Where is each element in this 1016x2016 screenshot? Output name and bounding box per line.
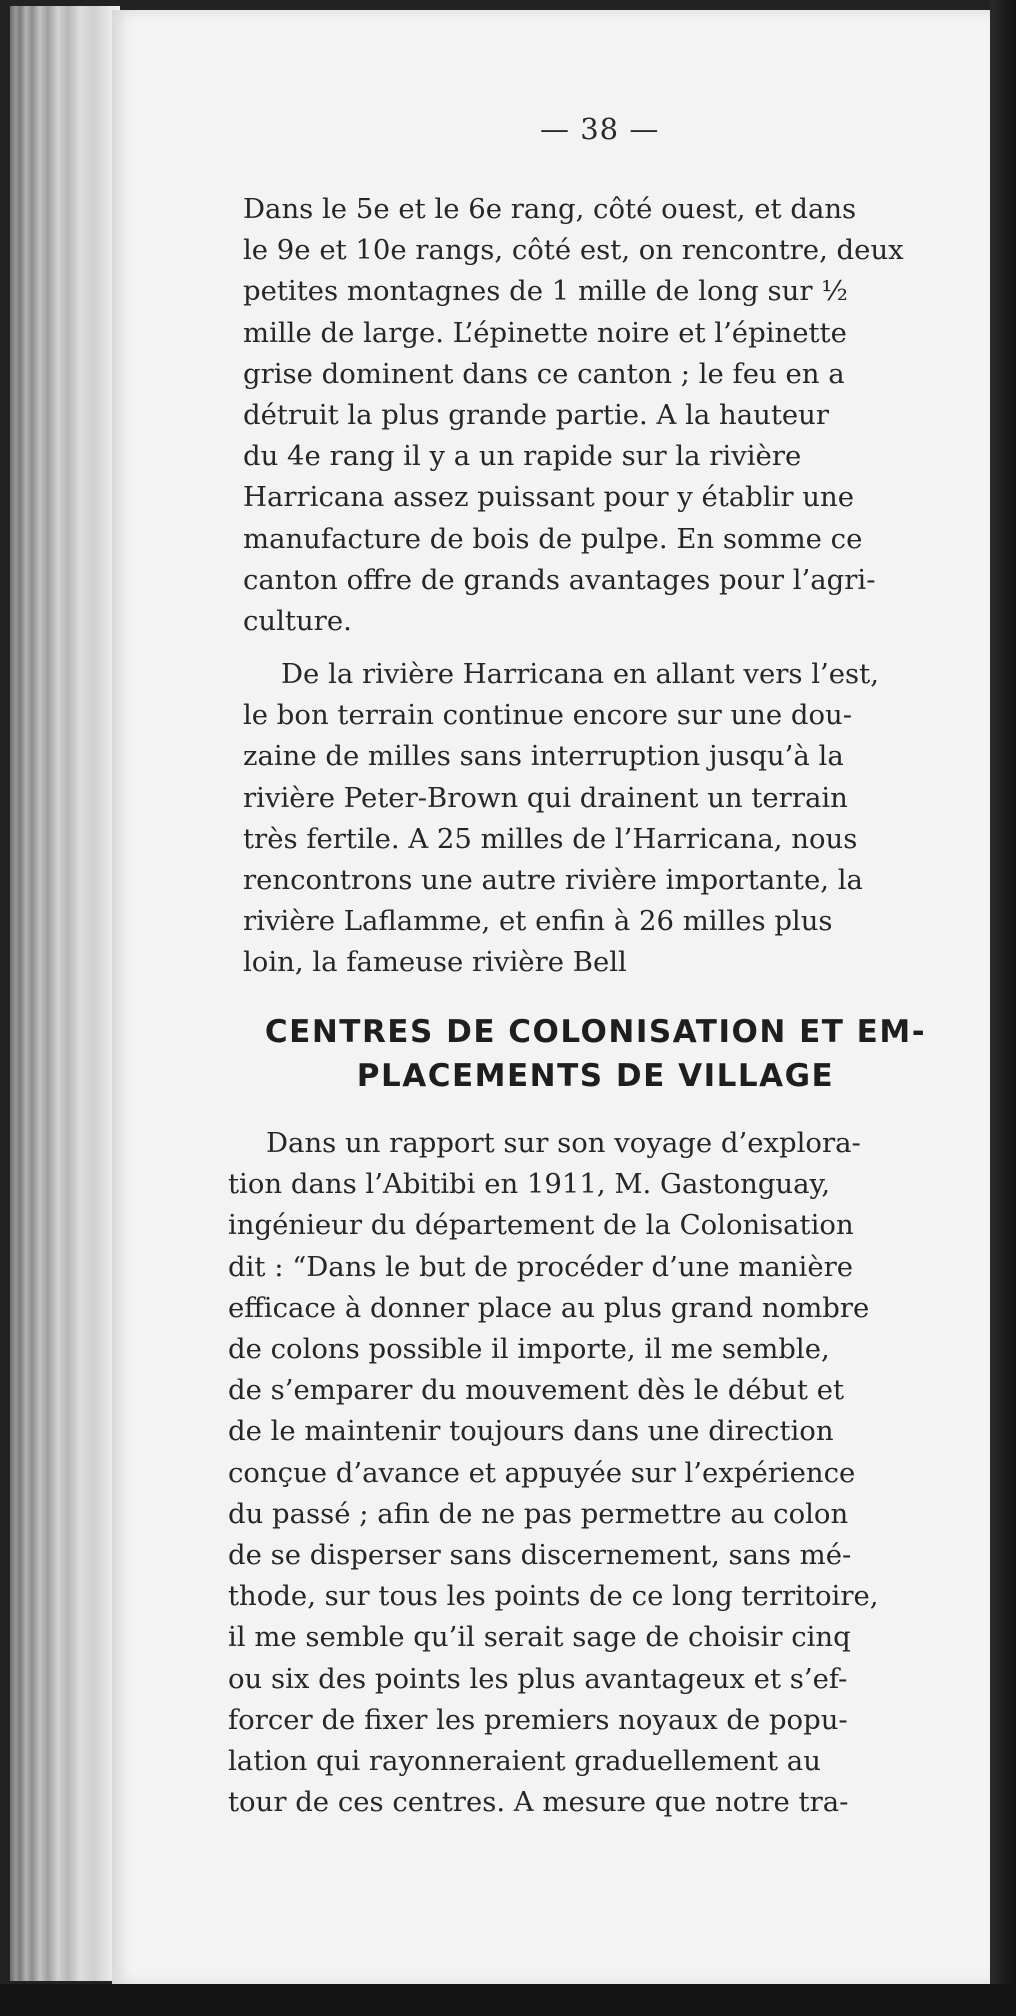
book-right-edge [990, 0, 1016, 2016]
text-line: de s’emparer du mouvement dès le début et [228, 1374, 845, 1407]
text-line: ingénieur du département de la Colonisation [228, 1209, 854, 1242]
text-line: de le maintenir toujours dans une direction [228, 1415, 834, 1448]
text-line: Dans le 5e et le 6e rang, côté ouest, et dans [243, 193, 857, 225]
text-line: grise dominent dans ce canton ; le feu en a [243, 357, 845, 390]
text-line: manufacture de bois de pulpe. En somme ce [243, 522, 863, 555]
text-line: tour de ces centres. A mesure que notre tra- [228, 1786, 849, 1819]
book-page-edges [10, 6, 120, 1981]
section-heading [228, 1010, 963, 1098]
text-line: rivière Laflamme, et enfin à 26 milles plus [243, 905, 833, 938]
text-line: thode, sur tous les points de ce long territoire, [228, 1580, 879, 1613]
section-heading-line-1: CENTRES DE COLONISATION ET EM- [264, 1014, 927, 1050]
text-line: très fertile. A 25 milles de l’Harricana, nous [243, 822, 858, 855]
text-line: canton offre de grands avantages pour l’agri- [243, 563, 876, 596]
text-line: loin, la fameuse rivière Bell [243, 946, 627, 979]
text-line: culture. [243, 605, 352, 638]
text-line: Dans un rapport sur son voyage d’explora- [266, 1127, 861, 1159]
book-bottom-edge [0, 1984, 1016, 2016]
text-line: Harricana assez puissant pour y établir une [243, 481, 855, 514]
text-line: lation qui rayonneraient graduellement au [228, 1745, 821, 1778]
text-line: le 9e et 10e rangs, côté est, on rencontre, deux [243, 234, 904, 267]
text-line: mille de large. L’épinette noire et l’épinette [243, 316, 847, 349]
text-line: le bon terrain continue encore sur une dou- [243, 699, 853, 732]
text-line: petites montagnes de 1 mille de long sur ½ [243, 275, 848, 308]
text-line: de se disperser sans discernement, sans mé- [228, 1539, 852, 1572]
section-heading-line-2: PLACEMENTS DE VILLAGE [356, 1058, 835, 1094]
text-line: zaine de milles sans interruption jusqu’à la [243, 740, 844, 773]
paragraph-gastonguay-report [228, 1123, 971, 1823]
page-number: — 38 — [540, 112, 660, 146]
paragraph-harricana-east [243, 654, 961, 984]
text-line: détruit la plus grande partie. A la hauteur [243, 399, 830, 432]
text-line: De la rivière Harricana en allant vers l’est, [281, 658, 879, 690]
text-line: du 4e rang il y a un rapide sur la rivière [243, 440, 802, 473]
text-line: ou six des points les plus avantageux et s’ef- [228, 1662, 848, 1695]
text-line: efficace à donner place au plus grand nombre [228, 1291, 870, 1324]
text-line: forcer de fixer les premiers noyaux de popu- [228, 1703, 848, 1736]
text-line: de colons possible il importe, il me semble, [228, 1333, 830, 1366]
text-line: tion dans l’Abitibi en 1911, M. Gastonguay, [228, 1168, 831, 1201]
text-line: rivière Peter-Brown qui drainent un terrain [243, 781, 848, 814]
text-line: du passé ; afin de ne pas permettre au colon [228, 1497, 849, 1530]
text-line: rencontrons une autre rivière importante, la [243, 864, 863, 897]
paragraph-canton-description [243, 189, 973, 642]
text-line: dit : “Dans le but de procéder d’une manière [228, 1250, 854, 1283]
text-line: il me semble qu’il serait sage de choisir cinq [228, 1621, 851, 1654]
text-line: conçue d’avance et appuyée sur l’expérience [228, 1456, 856, 1489]
